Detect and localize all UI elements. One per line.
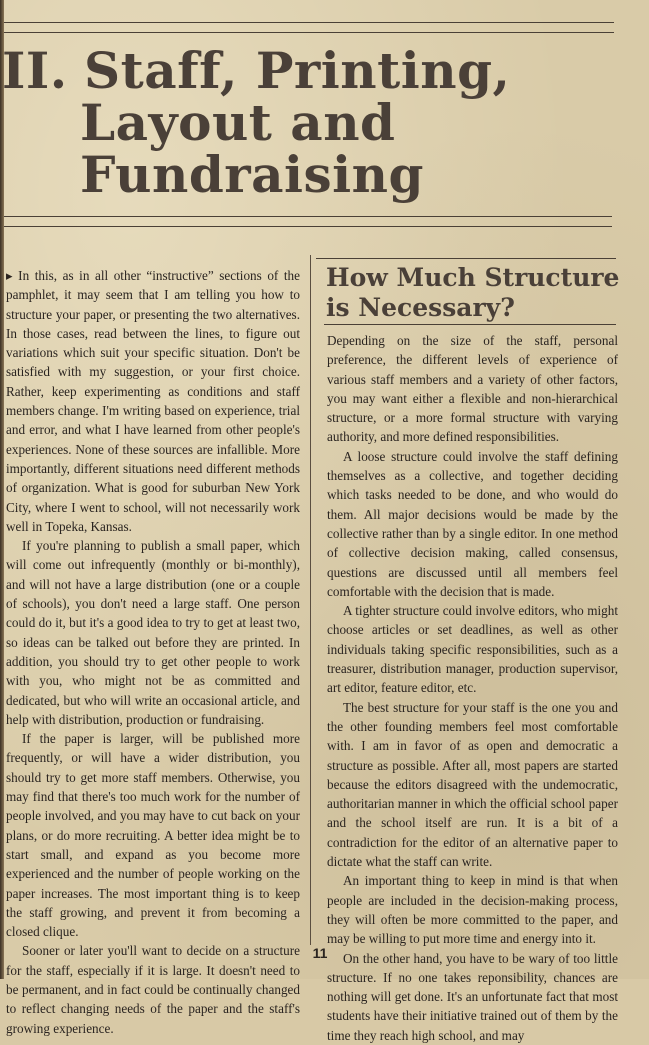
left-column: [6, 266, 300, 1038]
top-rule-2: [4, 32, 614, 33]
paragraph: On the other hand, you have to be wary of too little structure. If no one takes reponsibility, chances are nothing will get done. It's an unfortunate fact that most students have their initiative trained out of them by the time they reach high school, and may: [327, 950, 618, 1043]
right-column: [327, 331, 618, 1045]
chapter-numeral: II.: [2, 41, 68, 100]
paragraph: Depending on the size of the staff, personal preference, the different levels of experience of various staff members and a variety of other factors, you may want either a flexible and non-hierarchical structure, or a more formal structure with varying authority, and more defined responsibilities.: [327, 333, 618, 445]
paragraph: A loose structure could involve the staff defining themselves as a collective, and together deciding which tasks needed to be done, and who would do them. All major decisions would be made by the collective rather than by a single editor. In one method of collective decision making, called consensus, questions are discussed until all members feel comfortable with the decision that is made.: [327, 448, 618, 599]
heading-rule-2: [4, 226, 612, 227]
top-rule: [4, 22, 614, 23]
sidebar-heading: [326, 263, 626, 323]
chapter-title-line-2: Layout and: [80, 93, 396, 152]
chapter-title-line-1: Staff, Printing,: [84, 41, 511, 100]
paragraph: ▸ In this, as in all other “instructive” sections of the pamphlet, it may seem that I am telling you how to structure your paper, or presenting the two alternatives. In those cases, read between the lines, to figure out variations which suit your specific situation. Don't be satisfied with my suggestion, or your first choice. Rather, keep experimenting as conditions and staff members change. I'm writing based on experience, trial and error, and what I have learned from other people's experiences. None of these sources are infallible. More importantly, different situations need different methods of organization. What is good for suburban New York City, where I went to school, will not necessarily work well in Topeka, Kansas.: [6, 268, 300, 534]
paragraph: The best structure for your staff is the one you and the other founding members feel most comfortable with. I am in favor of as open and democratic a structure as possible. After all, most papers are started because the editors disagreed with the undemocratic, authoritarian manner in which the official school paper and the school itself are run. It is a bit of a contradiction for the editor of an alternative paper to dictate what the staff can write.: [327, 699, 618, 870]
sidebar-heading-line-2: is Necessary?: [326, 293, 515, 322]
column-divider: [310, 255, 311, 945]
sidebar-heading-rule: [324, 324, 616, 325]
paragraph: A tighter structure could involve editors, who might choose articles or set deadlines, as well as other individuals taking specific responsibilities, such as a treasurer, distribution manager, production supervisor, art editor, feature editor, etc.: [327, 603, 618, 696]
paragraph: If you're planning to publish a small paper, which will come out infrequently (monthly or bi-monthly), and will not have a large distribution (one or a couple of schools), you don't need a large staff. One person could do it, but it's a good idea to try to get at least two, so ideas can be talked out before they are printed. In addition, you should try to get other people to work with you, who might not be as committed and dedicated, but who will write an occasional article, and help with distribution, production or fundraising.: [6, 538, 300, 727]
paragraph: Sooner or later you'll want to decide on a structure for the staff, especially if it is large. It doesn't need to be permanent, and in fact could be continually changed to reflect changing needs of the paper and the staff's growing experience.: [6, 943, 300, 1036]
page-number: 11: [312, 945, 328, 961]
chapter-title-line-3: Fundraising: [80, 145, 424, 204]
sidebar-heading-line-1: How Much Structure: [326, 263, 620, 292]
page-spine-shadow: [0, 0, 4, 979]
paragraph: If the paper is larger, will be published more frequently, or will have a wider distribution, you should try to get more staff members. Otherwise, you may find that there's too much work for the number of people involved, and you may have to cut back on your plans, or do more recruiting. A better idea might be to start small, and expand as you become more experienced and the number of people working on the paper increases. The most important thing is to keep the staff growing, and prevent it from becoming a closed clique.: [6, 731, 300, 940]
paragraph: An important thing to keep in mind is that when people are included in the decision-making process, they will often be more committed to the paper, and may be willing to put more time and energy into it.: [327, 873, 618, 947]
sidebar-top-rule: [316, 258, 616, 259]
heading-rule: [4, 216, 612, 217]
